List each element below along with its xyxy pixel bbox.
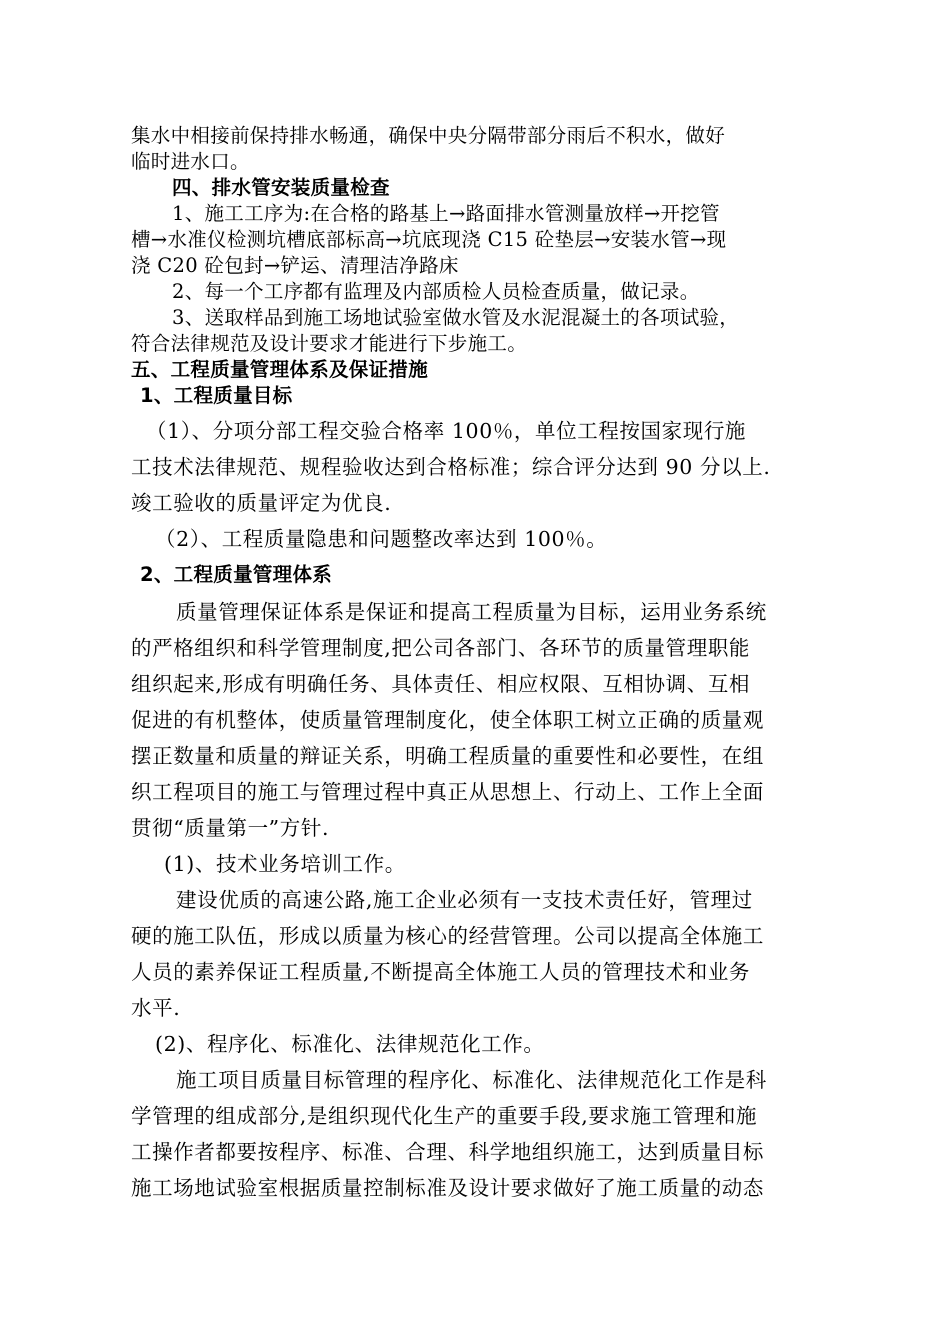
paragraph-line: 贯彻“质量第一”方针. xyxy=(131,816,330,840)
paragraph-line: 3、送取样品到施工场地试验室做水管及水泥混凝土的各项试验， xyxy=(172,306,740,329)
paragraph-line: （2）、工程质量隐患和问题整改率达到 100％。 xyxy=(155,527,608,551)
paragraph-line: 的严格组织和科学管理制度,把公司各部门、各环节的质量管理职能 xyxy=(131,636,751,660)
paragraph-line: 浇 C20 砼包封→铲运、清理洁净路床 xyxy=(131,254,459,277)
paragraph-line: 槽→水准仪检测坑槽底部标高→坑底现浇 C15 砼垫层→安装水管→现 xyxy=(131,228,727,251)
paragraph-line: 施工项目质量目标管理的程序化、标准化、法律规范化工作是科 xyxy=(176,1068,767,1092)
paragraph-line: 织工程项目的施工与管理过程中真正从思想上、行动上、工作上全面 xyxy=(131,780,764,804)
paragraph-line: 促进的有机整体，使质量管理制度化，使全体职工树立正确的质量观 xyxy=(131,708,764,732)
paragraph-line: (1)、技术业务培训工作。 xyxy=(164,852,406,876)
paragraph-line: 水平. xyxy=(131,996,181,1020)
paragraph-line: 硬的施工队伍，形成以质量为核心的经营管理。公司以提高全体施工 xyxy=(131,924,764,948)
paragraph-line: 工技术法律规范、规程验收达到合格标准；综合评分达到 90 分以上. xyxy=(131,455,771,479)
paragraph-line: 符合法律规范及设计要求才能进行下步施工。 xyxy=(131,332,528,355)
paragraph-line: 建设优质的高速公路,施工企业必须有一支技术责任好，管理过 xyxy=(176,888,753,912)
paragraph-line: 临时进水口。 xyxy=(131,150,250,173)
paragraph-line: (2)、程序化、标准化、法律规范化工作。 xyxy=(155,1032,545,1056)
paragraph-line: 施工场地试验室根据质量控制标准及设计要求做好了施工质量的动态 xyxy=(131,1176,764,1200)
paragraph-line: 集水中相接前保持排水畅通，确保中央分隔带部分雨后不积水，做好 xyxy=(131,124,726,147)
paragraph-line: 2、每一个工序都有监理及内部质检人员检查质量，做记录。 xyxy=(172,280,700,303)
paragraph-line: 1、施工工序为:在合格的路基上→路面排水管测量放样→开挖管 xyxy=(172,202,720,225)
paragraph-line: 工操作者都要按程序、标准、合理、科学地组织施工，达到质量目标 xyxy=(131,1140,764,1164)
paragraph-line: 质量管理保证体系是保证和提高工程质量为目标，运用业务系统 xyxy=(176,600,767,624)
section-heading: 四、排水管安装质量检查 xyxy=(172,176,390,199)
section-heading: 五、工程质量管理体系及保证措施 xyxy=(131,358,429,381)
subsection-heading: 2、工程质量管理体系 xyxy=(140,563,333,586)
paragraph-line: （1）、分项分部工程交验合格率 100％，单位工程按国家现行施 xyxy=(146,419,747,443)
subsection-heading: 1、工程质量目标 xyxy=(140,384,293,407)
paragraph-line: 竣工验收的质量评定为优良. xyxy=(131,491,392,515)
paragraph-line: 人员的素养保证工程质量,不断提高全体施工人员的管理技术和业务 xyxy=(131,960,751,984)
paragraph-line: 组织起来,形成有明确任务、具体责任、相应权限、互相协调、互相 xyxy=(131,672,751,696)
paragraph-line: 摆正数量和质量的辩证关系，明确工程质量的重要性和必要性，在组 xyxy=(131,744,764,768)
paragraph-line: 学管理的组成部分,是组织现代化生产的重要手段,要求施工管理和施 xyxy=(131,1104,758,1128)
